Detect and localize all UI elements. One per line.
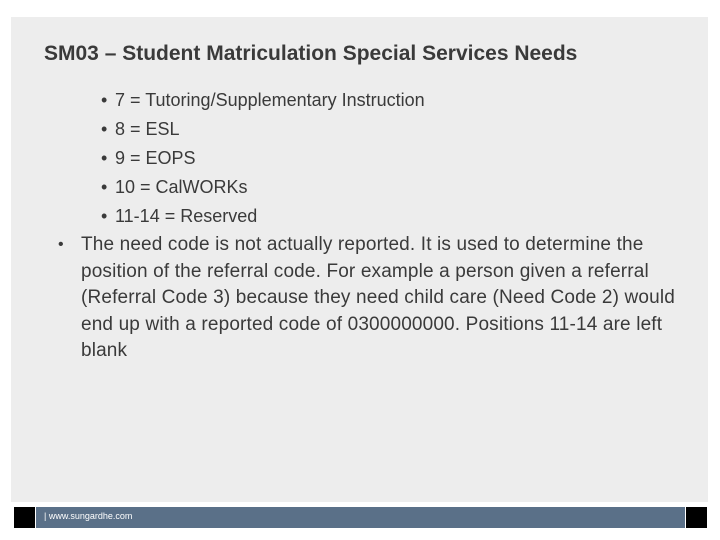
code-list-item: • 7 = Tutoring/Supplementary Instruction [101, 86, 425, 115]
code-list-item: • 11-14 = Reserved [101, 202, 425, 231]
slide-title: SM03 – Student Matriculation Special Services Needs [44, 42, 578, 65]
footer-bar [36, 507, 685, 528]
footer-url[interactable]: | www.sungardhe.com [44, 511, 133, 521]
code-list-item: • 10 = CalWORKs [101, 173, 425, 202]
footer-square-left [14, 507, 35, 528]
explanation-paragraph: • The need code is not actually reported. It is used to determine the position of the referral code. For example a person given a referral (Referral Code 3) because they need child care (Need Code 2) would end up with a reported code of 0300000000. Positions 11-14 are left blank [58, 232, 678, 365]
explanation-list [58, 232, 678, 365]
code-list-item: • 9 = EOPS [101, 144, 425, 173]
footer-square-right [686, 507, 707, 528]
code-list [101, 86, 425, 231]
code-list-item: • 8 = ESL [101, 115, 425, 144]
